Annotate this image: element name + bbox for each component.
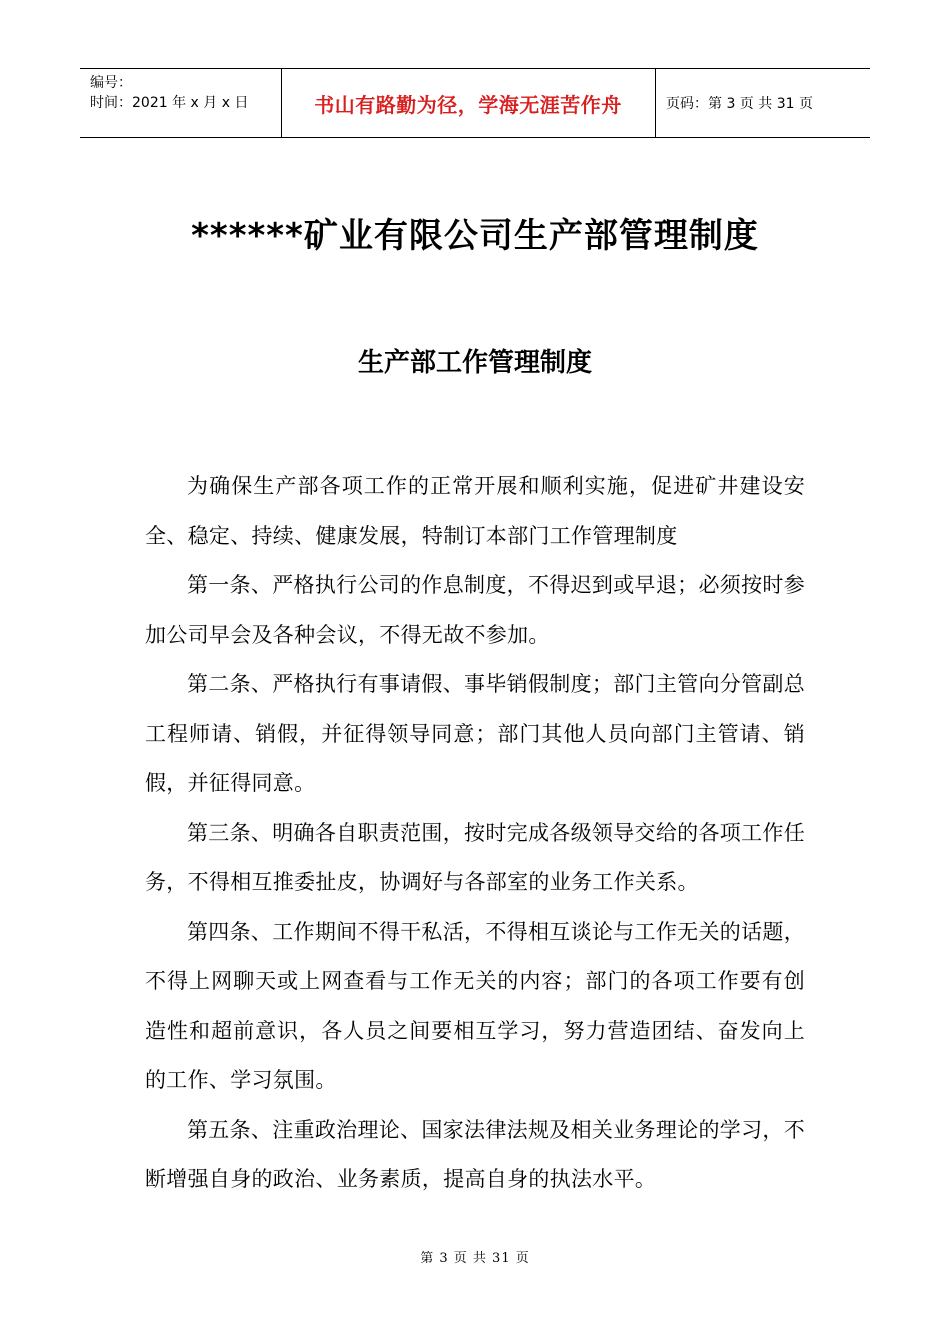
header-page-info: 页码：第 3 页 共 31 页: [666, 96, 813, 112]
paragraph-intro: 为确保生产部各项工作的正常开展和顺利实施，促进矿井建设安全、稳定、持续、健康发展，特制订本部门工作管理制度: [145, 474, 805, 548]
header-motto: 书山有路勤为径，学海无涯苦作舟: [314, 92, 622, 117]
document-body: [145, 462, 805, 1205]
paragraph-article-4: 第四条、工作期间不得干私活，不得相互谈论与工作无关的话题，不得上网聊天或上网查看与工作无关的内容；部门的各项工作要有创造性和超前意识，各人员之间要相互学习，努力营造团结、奋发向上的工作、学习氛围。: [145, 919, 805, 1092]
paragraph-article-1: 第一条、严格执行公司的作息制度，不得迟到或早退；必须按时参加公司早会及各种会议，不得无故不参加。: [145, 573, 805, 647]
document-header: [80, 68, 870, 138]
document-subtitle: 生产部工作管理制度: [357, 348, 592, 378]
paragraph-article-5: 第五条、注重政治理论、国家法律法规及相关业务理论的学习，不断增强自身的政治、业务素质，提高自身的执法水平。: [145, 1117, 805, 1191]
document-title: ******矿业有限公司生产部管理制度: [191, 216, 759, 256]
paragraph-article-3: 第三条、明确各自职责范围，按时完成各级领导交给的各项工作任务，不得相互推委扯皮，协调好与各部室的业务工作关系。: [145, 820, 805, 894]
doc-number-label: 编号：: [90, 75, 132, 91]
header-divider: [655, 69, 656, 137]
page-footer: 第 3 页 共 31 页: [420, 1251, 530, 1266]
paragraph-article-2: 第二条、严格执行有事请假、事毕销假制度；部门主管向分管副总工程师请、销假，并征得领导同意；部门其他人员向部门主管请、销假，并征得同意。: [145, 672, 805, 795]
header-meta: [90, 73, 280, 113]
doc-date: 时间：2021 年 x 月 x 日: [90, 95, 249, 111]
